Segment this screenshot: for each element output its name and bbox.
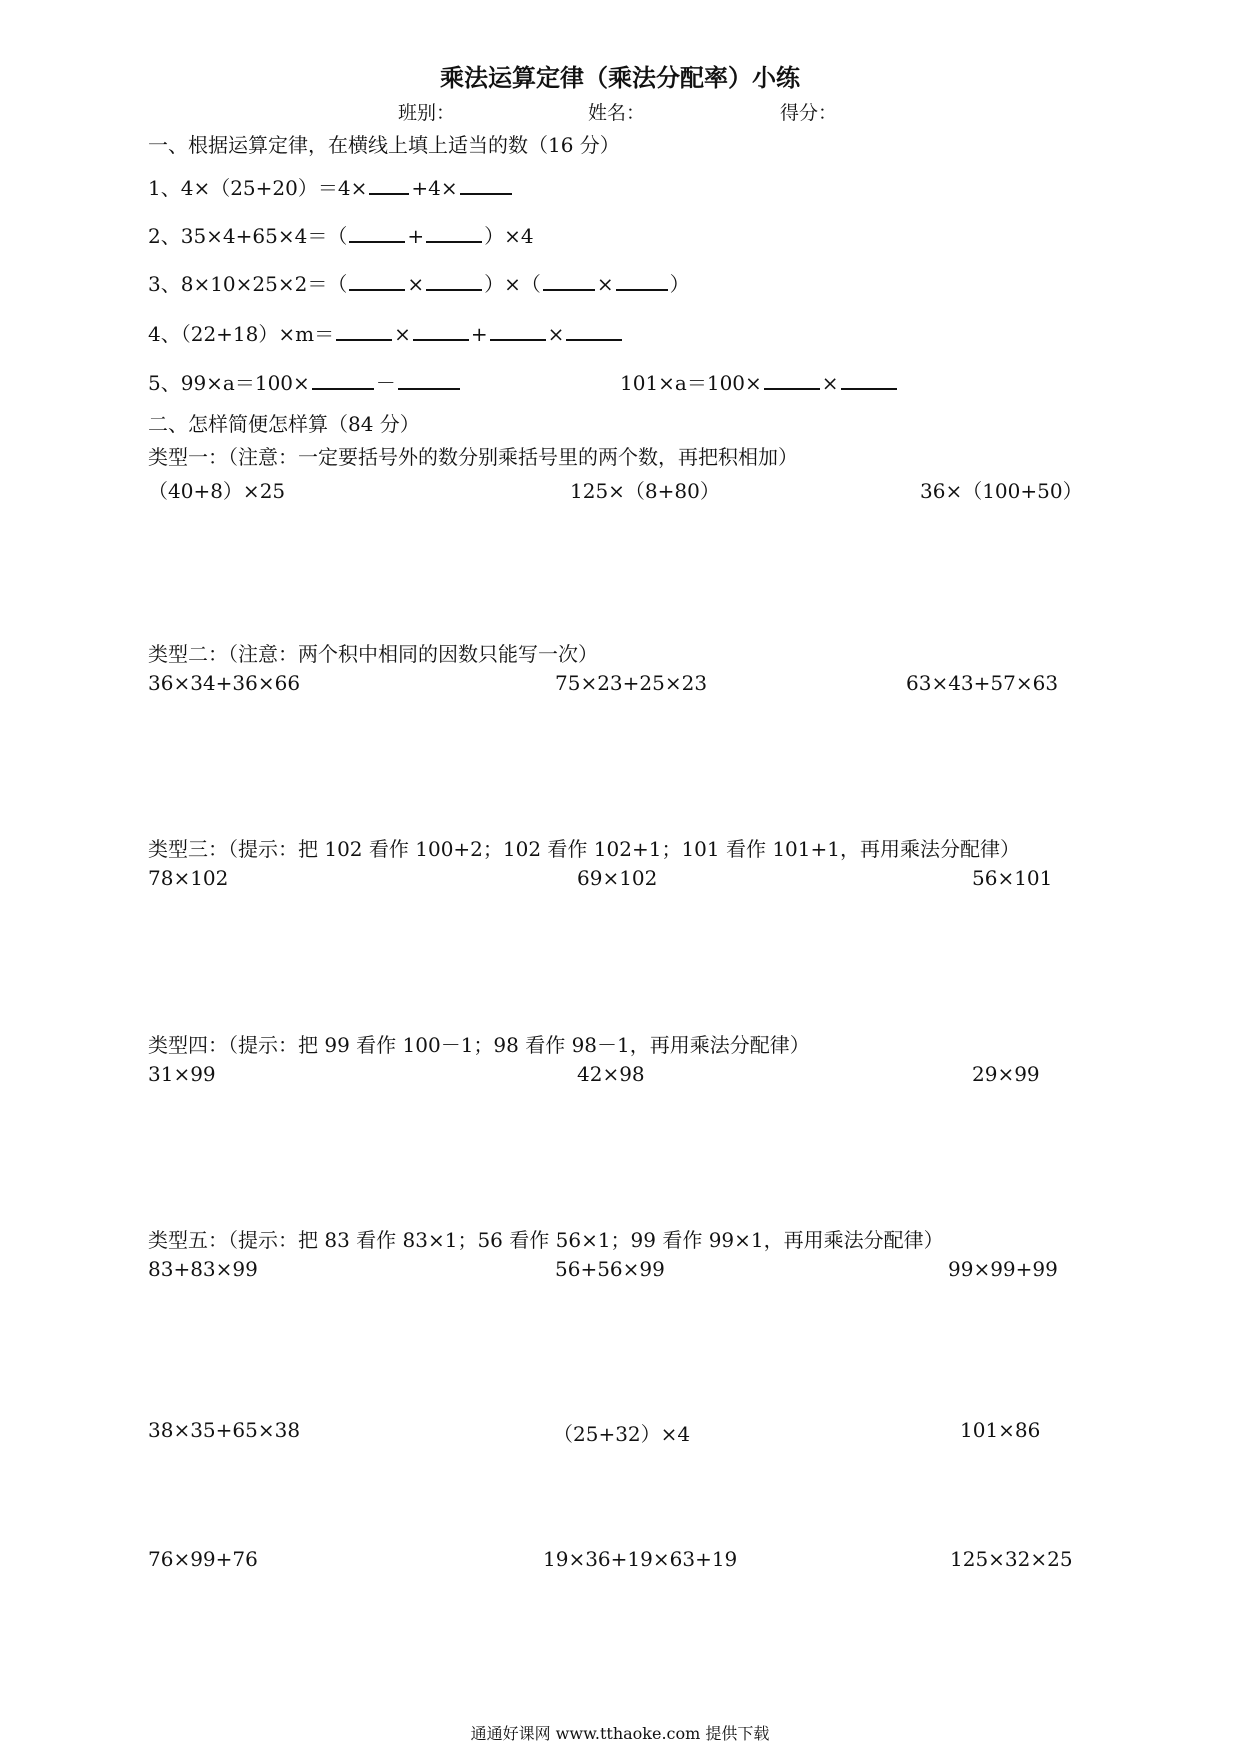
answer-blank[interactable] — [413, 319, 469, 341]
problem: （40+8）×25 — [148, 479, 286, 503]
answer-blank[interactable] — [369, 173, 409, 195]
problem: 125×32×25 — [950, 1547, 1073, 1571]
question-2: 2、35×4+65×4＝（ + ）×4 — [148, 220, 534, 249]
type4-hint: 类型四：（提示：把 99 看作 100－1；98 看作 98－1，再用乘法分配律） — [148, 1033, 810, 1057]
problem: 36×34+36×66 — [148, 671, 301, 695]
type2-hint: 类型二：（注意：两个积中相同的因数只能写一次） — [148, 642, 598, 666]
answer-blank[interactable] — [426, 221, 482, 243]
type3-hint: 类型三：（提示：把 102 看作 100+2；102 看作 102+1；101 看作 101+1，再用乘法分配律） — [148, 837, 1020, 861]
problem: 101×86 — [960, 1418, 1041, 1442]
answer-blank[interactable] — [543, 269, 595, 291]
problem: 56×101 — [972, 866, 1053, 890]
answer-blank[interactable] — [566, 319, 622, 341]
problem: 78×102 — [148, 866, 229, 890]
answer-blank[interactable] — [460, 173, 512, 195]
page-title: 乘法运算定律（乘法分配率）小练 — [440, 63, 800, 92]
problem: 63×43+57×63 — [906, 671, 1059, 695]
answer-blank[interactable] — [349, 221, 405, 243]
answer-blank[interactable] — [398, 368, 460, 390]
answer-blank[interactable] — [616, 269, 668, 291]
problem: 29×99 — [972, 1062, 1040, 1086]
problem: 75×23+25×23 — [555, 671, 708, 695]
answer-blank[interactable] — [490, 319, 546, 341]
problem: 42×98 — [577, 1062, 645, 1086]
problem: 38×35+65×38 — [148, 1418, 301, 1442]
type1-hint: 类型一：（注意：一定要括号外的数分别乘括号里的两个数，再把积相加） — [148, 445, 798, 469]
answer-blank[interactable] — [841, 368, 897, 390]
answer-blank[interactable] — [349, 269, 405, 291]
answer-blank[interactable] — [426, 269, 482, 291]
question-4: 4、（22+18）×m＝ × + × — [148, 318, 624, 347]
name-label: 姓名： — [588, 102, 646, 124]
answer-blank[interactable] — [764, 368, 820, 390]
problem: （25+32）×4 — [553, 1422, 691, 1446]
question-5b: 101×a＝100× × — [620, 367, 899, 396]
footer-text: 通通好课网 www.tthaoke.com 提供下载 — [470, 1724, 770, 1743]
score-label: 得分： — [780, 102, 838, 124]
problem: 31×99 — [148, 1062, 216, 1086]
question-3: 3、8×10×25×2＝（ × ）×（ × ） — [148, 268, 690, 297]
type5-hint: 类型五：（提示：把 83 看作 83×1；56 看作 56×1；99 看作 99×1，再用乘法分配律） — [148, 1228, 944, 1252]
question-1: 1、4×（25+20）＝4× +4× — [148, 172, 514, 201]
problem: 83+83×99 — [148, 1257, 258, 1281]
answer-blank[interactable] — [336, 319, 392, 341]
section1-heading: 一、根据运算定律，在横线上填上适当的数（16 分） — [148, 133, 620, 157]
problem: 76×99+76 — [148, 1547, 258, 1571]
problem: 19×36+19×63+19 — [543, 1547, 738, 1571]
class-label: 班别： — [398, 102, 456, 124]
problem: 36×（100+50） — [920, 479, 1083, 503]
section2-heading: 二、怎样简便怎样算（84 分） — [148, 412, 420, 436]
answer-blank[interactable] — [312, 368, 374, 390]
problem: 125×（8+80） — [570, 479, 720, 503]
problem: 99×99+99 — [948, 1257, 1058, 1281]
problem: 69×102 — [577, 866, 658, 890]
question-5a: 5、99×a＝100× － — [148, 367, 462, 396]
problem: 56+56×99 — [555, 1257, 665, 1281]
